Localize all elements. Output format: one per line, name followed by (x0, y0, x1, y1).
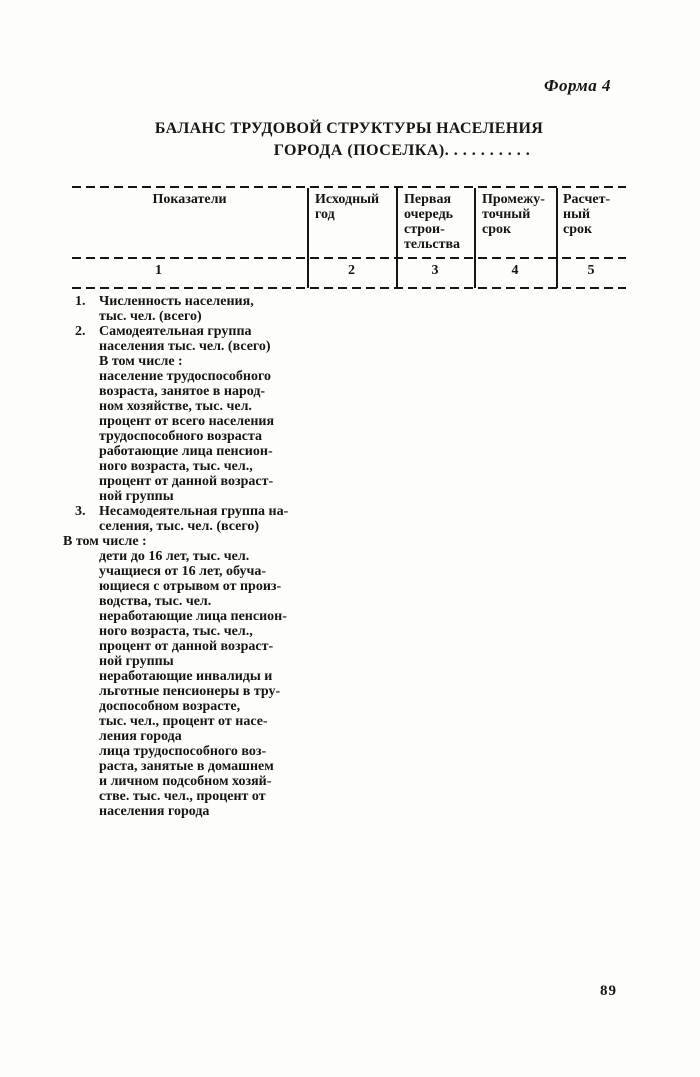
table-middle-dashed-rule (72, 257, 626, 259)
list-line-text: ной группы (99, 654, 174, 669)
list-line (63, 654, 423, 669)
list-line-text: доспособном возрасте, (99, 699, 241, 714)
table-header-line: очередь (404, 207, 454, 222)
list-line (63, 534, 423, 549)
page-title-line2: ГОРОДА (ПОСЕЛКА). . . . . . . . . . (273, 142, 531, 159)
list-line-text: неработающие лица пенсион- (99, 609, 287, 624)
list-line-text: стве. тыс. чел., процент от (99, 789, 266, 804)
table-header-cell (396, 192, 474, 252)
list-line (63, 519, 423, 534)
list-item-number: 2. (75, 324, 86, 339)
list-line (63, 504, 423, 519)
list-line (63, 309, 423, 324)
list-line-text: процент от данной возраст- (99, 639, 274, 654)
table-header-line: ный (563, 207, 591, 222)
table-numbers-row (72, 263, 626, 279)
page-title-line1: БАЛАНС ТРУДОВОЙ СТРУКТУРЫ НАСЕЛЕНИЯ (154, 120, 544, 137)
list-line (63, 564, 423, 579)
list-line-text: ющиеся с отрывом от произ- (99, 579, 282, 594)
list-line-text: лица трудоспособного воз- (99, 744, 267, 759)
list-line (63, 384, 423, 399)
list-item-number: 3. (75, 504, 86, 519)
table-header-cell (307, 192, 396, 252)
list-line (63, 549, 423, 564)
list-line-text: селения, тыс. чел. (всего) (99, 519, 260, 534)
list-line (63, 444, 423, 459)
table-header-line: Первая (404, 192, 452, 207)
table-column-number: 5 (587, 263, 595, 278)
table-header-line: Показатели (152, 192, 227, 207)
list-line-text: Несамодеятельная группа на- (99, 504, 289, 519)
list-line (63, 459, 423, 474)
page-title (72, 118, 626, 162)
form-label: Форма 4 (544, 76, 612, 95)
list-item-number: 1. (75, 294, 86, 309)
table-column-number: 3 (431, 263, 439, 278)
list-line-text: ного возраста, тыс. чел., (99, 459, 253, 474)
list-line-text: тыс. чел., процент от насе- (99, 714, 268, 729)
table-bottom-dashed-rule (72, 287, 626, 289)
table-header-line: Расчет- (563, 192, 611, 207)
list-line-text: раста, занятые в домашнем (99, 759, 274, 774)
table-header-line: срок (563, 222, 593, 237)
list-line (63, 789, 423, 804)
table-header-line: год (315, 207, 335, 222)
indicator-list (63, 294, 423, 819)
list-line (63, 774, 423, 789)
list-line (63, 609, 423, 624)
list-line-text: трудоспособного возраста (99, 429, 263, 444)
table-columns (72, 192, 626, 252)
table-header-cell (556, 192, 626, 252)
list-line-text: ления города (99, 729, 182, 744)
list-line (63, 414, 423, 429)
table-column-number: 1 (155, 263, 162, 278)
list-line-text: В том числе : (99, 354, 183, 369)
list-line-text: Самодеятельная группа (99, 324, 252, 339)
list-line (63, 699, 423, 714)
list-line (63, 804, 423, 819)
list-line (63, 714, 423, 729)
list-line (63, 489, 423, 504)
list-line (63, 294, 423, 309)
list-line-text: ной группы (99, 489, 174, 504)
table-header-line: срок (482, 222, 512, 237)
list-line (63, 759, 423, 774)
list-line-text: Численность населения, (99, 294, 254, 309)
table-header-line: строи- (404, 222, 445, 237)
list-line-text: процент от данной возраст- (99, 474, 274, 489)
list-line-text: и личном подсобном хозяй- (99, 774, 272, 789)
list-line-text: неработающие инвалиды и (99, 669, 273, 684)
table-header-cell (474, 192, 556, 252)
list-line-text: возраста, занятое в народ- (99, 384, 266, 399)
list-line-text: работающие лица пенсион- (99, 444, 273, 459)
list-line-text: водства, тыс. чел. (99, 594, 212, 609)
list-line-text: ного возраста, тыс. чел., (99, 624, 253, 639)
list-line-text: тыс. чел. (всего) (99, 309, 202, 324)
table-column-number: 4 (511, 263, 519, 278)
list-line (63, 429, 423, 444)
list-line (63, 744, 423, 759)
table-header-line: точный (482, 207, 531, 222)
list-line (63, 579, 423, 594)
list-line-text: ном хозяйстве, тыс. чел. (99, 399, 252, 414)
page-number: 89 (600, 983, 617, 999)
table-top-dashed-rule (72, 186, 626, 188)
list-line (63, 354, 423, 369)
list-line (63, 369, 423, 384)
list-line (63, 639, 423, 654)
list-line (63, 729, 423, 744)
list-line-text: население трудоспособного (99, 369, 271, 384)
list-line-text: процент от всего населения (99, 414, 275, 429)
list-line (63, 669, 423, 684)
list-line (63, 339, 423, 354)
table-header-line: тельства (404, 237, 460, 252)
table-header-line: Исходный (315, 192, 380, 207)
list-line (63, 684, 423, 699)
list-line-text: дети до 16 лет, тыс. чел. (99, 549, 250, 564)
table-column-number: 2 (348, 263, 355, 278)
list-line-text: В том числе : (63, 534, 147, 549)
list-line-text: населения города (99, 804, 210, 819)
table-header-cell (72, 192, 307, 252)
list-line (63, 474, 423, 489)
balance-table (72, 186, 626, 289)
table-header-line: Промежу- (482, 192, 545, 207)
list-line (63, 399, 423, 414)
list-line (63, 624, 423, 639)
list-line-text: учащиеся от 16 лет, обуча- (99, 564, 267, 579)
list-line (63, 594, 423, 609)
list-line (63, 324, 423, 339)
list-line-text: населения тыс. чел. (всего) (99, 339, 271, 354)
list-line-text: льготные пенсионеры в тру- (99, 684, 281, 699)
